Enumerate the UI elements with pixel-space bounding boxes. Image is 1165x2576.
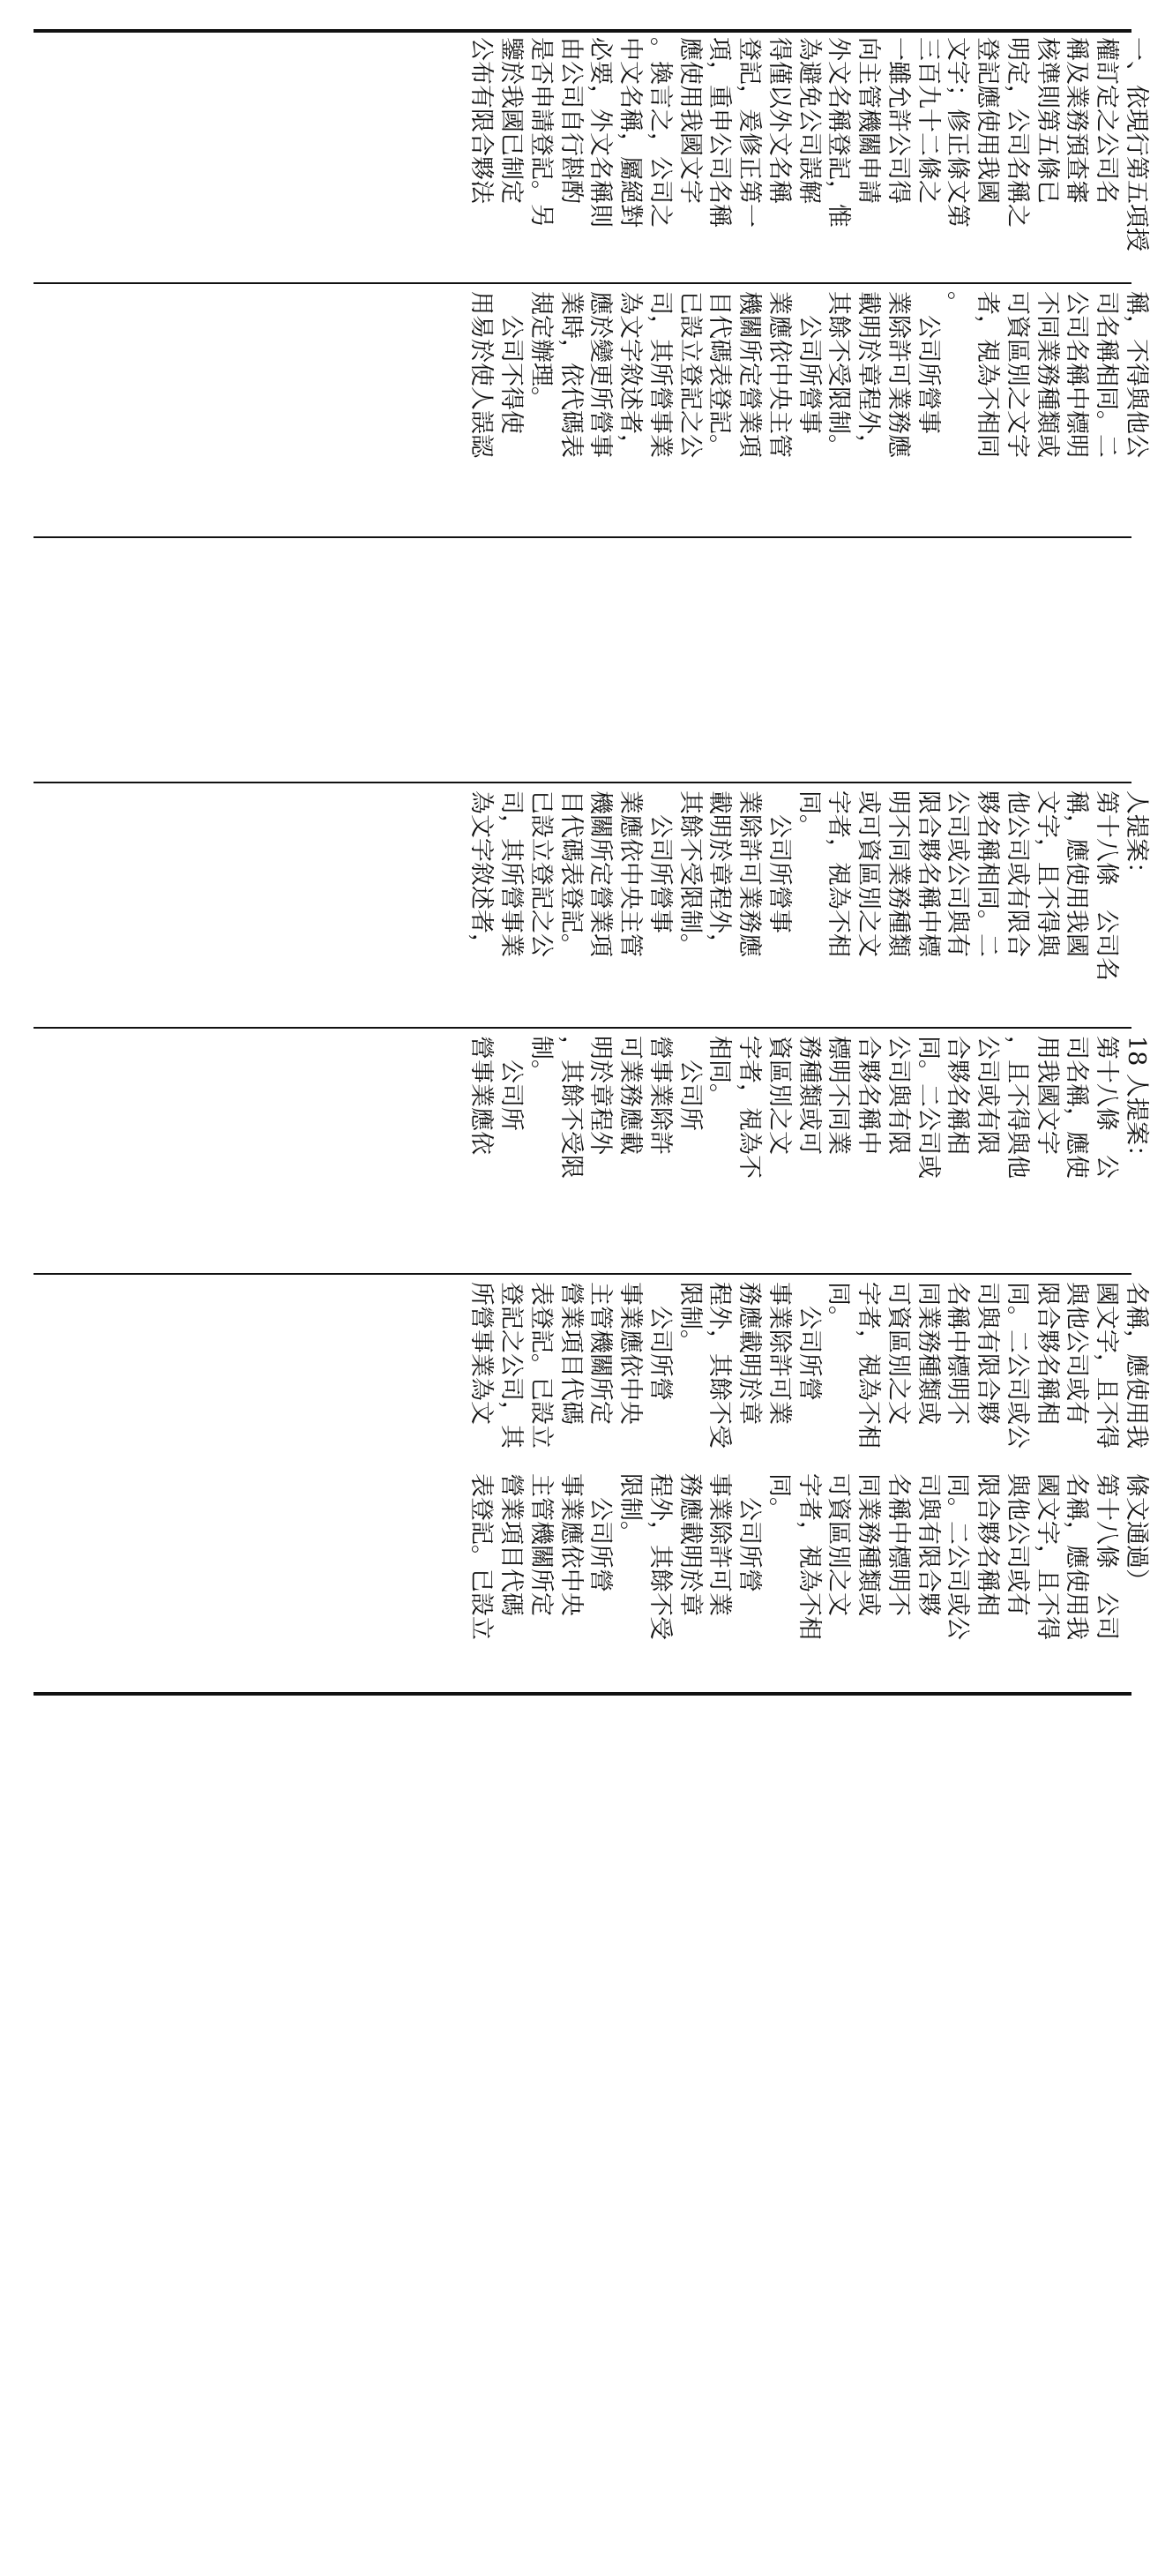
text-line: 務應載明於章 — [736, 1282, 764, 1425]
text-line: 公司所營事 — [795, 291, 823, 434]
text-line: 事業除許可業 — [706, 1473, 734, 1616]
text-line: 為避免公司誤解 — [795, 37, 823, 204]
text-line: 應於變更所營事 — [586, 291, 615, 458]
text-line: 夥名稱相同。二 — [974, 790, 1002, 957]
text-line: 應使用我國文字 — [676, 37, 704, 204]
text-line: 公司所營事 — [914, 291, 942, 434]
text-line: 事業應依中央 — [556, 1473, 585, 1616]
text-line: 登記，爰修正第一 — [736, 37, 764, 228]
text-line: 字者，視為不相 — [825, 790, 853, 957]
text-line: 第十八條 公司名 — [1093, 790, 1121, 981]
text-line: 公司所營事 — [646, 790, 674, 933]
text-line: 業除許可業務應 — [885, 291, 912, 458]
text-line: 資區別之文 — [765, 1036, 793, 1155]
text-line: 務應載明於章 — [676, 1473, 704, 1616]
text-line: 載明於章程外， — [855, 291, 883, 458]
text-line: 公司所營 — [646, 1282, 674, 1401]
text-line: 與他公司或有 — [1063, 1282, 1091, 1425]
text-line: 司名稱，應使 — [1063, 1036, 1091, 1179]
text-line: 一、依現行第五項授 — [1123, 37, 1150, 251]
text-line: 同。二公司或公 — [944, 1473, 972, 1640]
text-line: 權訂定之公司名 — [1093, 37, 1121, 204]
text-line: ，且不得與他 — [1004, 1036, 1031, 1179]
table-column-5 — [467, 1473, 1151, 2576]
text-line: 用我國文字 — [1033, 1036, 1061, 1155]
text-line: 事業應依中央 — [616, 1282, 645, 1425]
text-line: 名稱，應使用我 — [1063, 1473, 1091, 1640]
text-line: 同。二公司或 — [914, 1036, 942, 1179]
text-line: 公布有限合夥法 — [467, 37, 496, 204]
text-line: 名稱，應使用我 — [1123, 1282, 1150, 1449]
text-line: 營業項目代碼 — [497, 1473, 526, 1616]
text-line: 公司所 — [676, 1036, 704, 1131]
text-line: 已設立登記之公 — [676, 291, 704, 458]
text-line: 公司所營事 — [765, 790, 793, 933]
text-line: 字者，視為不 — [736, 1036, 764, 1179]
text-line: 營事業應依 — [467, 1036, 496, 1155]
text-line: 名稱中標明不 — [885, 1473, 912, 1616]
text-line: 同業務種類或 — [855, 1473, 883, 1616]
text-line: 其餘不受限制。 — [825, 291, 853, 458]
text-line: 公司名稱中標明 — [1063, 291, 1091, 458]
text-line: 第十八條 公司 — [1093, 1473, 1121, 1640]
text-line: 18 人提案： — [1123, 1036, 1150, 1169]
text-line: 限合夥名稱相 — [974, 1473, 1002, 1616]
text-line: 其餘不受限制。 — [676, 790, 704, 957]
text-line: 公司與有限 — [885, 1036, 912, 1155]
text-line: 事業除許可業 — [765, 1282, 793, 1425]
text-line: 第十八條 公 — [1093, 1036, 1121, 1179]
text-line: 鑒於我國已制定 — [497, 37, 526, 204]
text-line: 字者，視為不相 — [795, 1473, 823, 1640]
text-line: 。 — [944, 291, 972, 315]
text-line: 明不同業務種類 — [885, 790, 912, 957]
text-line: 司名稱相同。二 — [1093, 291, 1121, 458]
text-line: 同業務種類或 — [914, 1282, 942, 1425]
text-line: 可資區別之文字 — [1004, 291, 1031, 458]
text-line: 必要，外文名稱則 — [586, 37, 615, 228]
text-line: 公司所 — [497, 1036, 526, 1131]
text-line: 主管機關所定 — [586, 1282, 615, 1425]
text-line: 同。 — [765, 1473, 793, 1521]
text-line: 名稱中標明不 — [944, 1282, 972, 1425]
text-line: 限合夥名稱相 — [1033, 1282, 1061, 1425]
text-line: 目代碼表登記。 — [556, 790, 585, 957]
text-line: 同。 — [795, 790, 823, 838]
text-line: 國文字，且不得 — [1033, 1473, 1061, 1640]
text-line: 營事業除許 — [646, 1036, 674, 1155]
text-line: 與他公司或有 — [1004, 1473, 1031, 1616]
text-line: 司，其所營事業 — [497, 790, 526, 957]
text-line: 不同業務種類或 — [1033, 291, 1061, 458]
text-line: 可業務應載 — [616, 1036, 645, 1155]
text-line: 得僅以外文名稱 — [765, 37, 793, 204]
text-line: 公司或有限 — [974, 1036, 1002, 1155]
text-line: 已設立登記之公 — [527, 790, 555, 957]
text-line: 三百九十二條之 — [914, 37, 942, 204]
text-line: 所營事業為文 — [467, 1282, 496, 1425]
text-line: 公司不得使 — [497, 291, 526, 434]
text-line: 為文字敘述者， — [616, 291, 645, 458]
text-line: ，其餘不受限 — [556, 1036, 585, 1179]
text-line: 公司所營 — [586, 1473, 615, 1592]
text-line: 司，其所營事業 — [646, 291, 674, 458]
text-line: 機關所定營業項 — [586, 790, 615, 957]
text-line: 國文字，且不得 — [1093, 1282, 1121, 1449]
text-line: 相同。 — [706, 1036, 734, 1107]
text-line: 營業項目代碼 — [556, 1282, 585, 1425]
text-line: 程外，其餘不受 — [706, 1282, 734, 1449]
text-line: 目代碼表登記。 — [706, 291, 734, 458]
text-line: 制。 — [527, 1036, 555, 1083]
text-line: 表登記。已設立 — [527, 1282, 555, 1449]
text-line: 稱，不得與他公 — [1123, 291, 1150, 458]
text-line: 規定辦理。 — [527, 291, 555, 410]
text-line: 程外，其餘不受 — [646, 1473, 674, 1640]
text-line: 業時，依代碼表 — [556, 291, 585, 458]
text-line: 同。 — [825, 1282, 853, 1329]
text-line: 核準則第五條已 — [1033, 37, 1061, 204]
text-line: 司與有限合夥 — [914, 1473, 942, 1616]
text-line: 主管機關所定 — [527, 1473, 555, 1616]
text-line: 限制。 — [676, 1282, 704, 1353]
text-line: 表登記。已設立 — [467, 1473, 496, 1640]
text-line: 。換言之，公司之 — [646, 37, 674, 228]
text-line: 項，重申公司名稱 — [706, 37, 734, 228]
text-line: 中文名稱，屬絕對 — [616, 37, 645, 228]
text-line: 業應依中央主管 — [616, 790, 645, 957]
text-line: 公司所營 — [736, 1473, 764, 1592]
text-line: 人提案： — [1123, 790, 1150, 886]
text-line: 業應依中央主管 — [765, 291, 793, 458]
text-line: 外文名稱登記，惟 — [825, 37, 853, 228]
text-line: 限制。 — [616, 1473, 645, 1545]
text-line: 稱及業務預查審 — [1063, 37, 1091, 204]
text-line: 文字；修正條文第 — [944, 37, 972, 228]
text-line: 公司所營 — [795, 1282, 823, 1401]
text-line: 由公司自行斟酌 — [556, 37, 585, 204]
text-line: 業除許可業務應 — [736, 790, 764, 957]
text-line: 可資區別之文 — [825, 1473, 853, 1616]
text-line: 合夥名稱相 — [944, 1036, 972, 1155]
text-line: 為文字敘述者， — [467, 790, 496, 957]
text-line: 向主管機關申請 — [855, 37, 883, 204]
text-line: 用易於使人誤認 — [467, 291, 496, 458]
text-line: 可資區別之文 — [885, 1282, 912, 1425]
text-line: 或可資區別之文 — [855, 790, 883, 957]
text-line: 司與有限合夥 — [974, 1282, 1002, 1425]
text-line: 限合夥名稱中標 — [914, 790, 942, 957]
text-line: 機關所定營業項 — [736, 291, 764, 458]
text-line: 條文通過） — [1123, 1473, 1150, 1592]
text-line: 務種類或可 — [795, 1036, 823, 1155]
text-line: 同。二公司或公 — [1004, 1282, 1031, 1449]
text-line: 明於章程外 — [586, 1036, 615, 1155]
text-line: 者，視為不相同 — [974, 291, 1002, 458]
table-top-rule — [34, 29, 1131, 33]
text-line: 明定，公司名稱之 — [1004, 37, 1031, 228]
text-line: 登記之公司，其 — [497, 1282, 526, 1449]
text-line: 載明於章程外， — [706, 790, 734, 957]
text-line: 合夥名稱中 — [855, 1036, 883, 1155]
text-line: 是否申請登記。另 — [527, 37, 555, 228]
text-line: 文字，且不得與 — [1033, 790, 1061, 957]
text-line: 一雖允許公司得 — [885, 37, 912, 204]
text-line: 稱，應使用我國 — [1063, 790, 1091, 957]
text-line: 他公司或有限合 — [1004, 790, 1031, 957]
text-line: 標明不同業 — [825, 1036, 853, 1155]
text-line: 公司或公司與有 — [944, 790, 972, 957]
text-line: 登記應使用我國 — [974, 37, 1002, 204]
text-line: 字者，視為不相 — [855, 1282, 883, 1449]
